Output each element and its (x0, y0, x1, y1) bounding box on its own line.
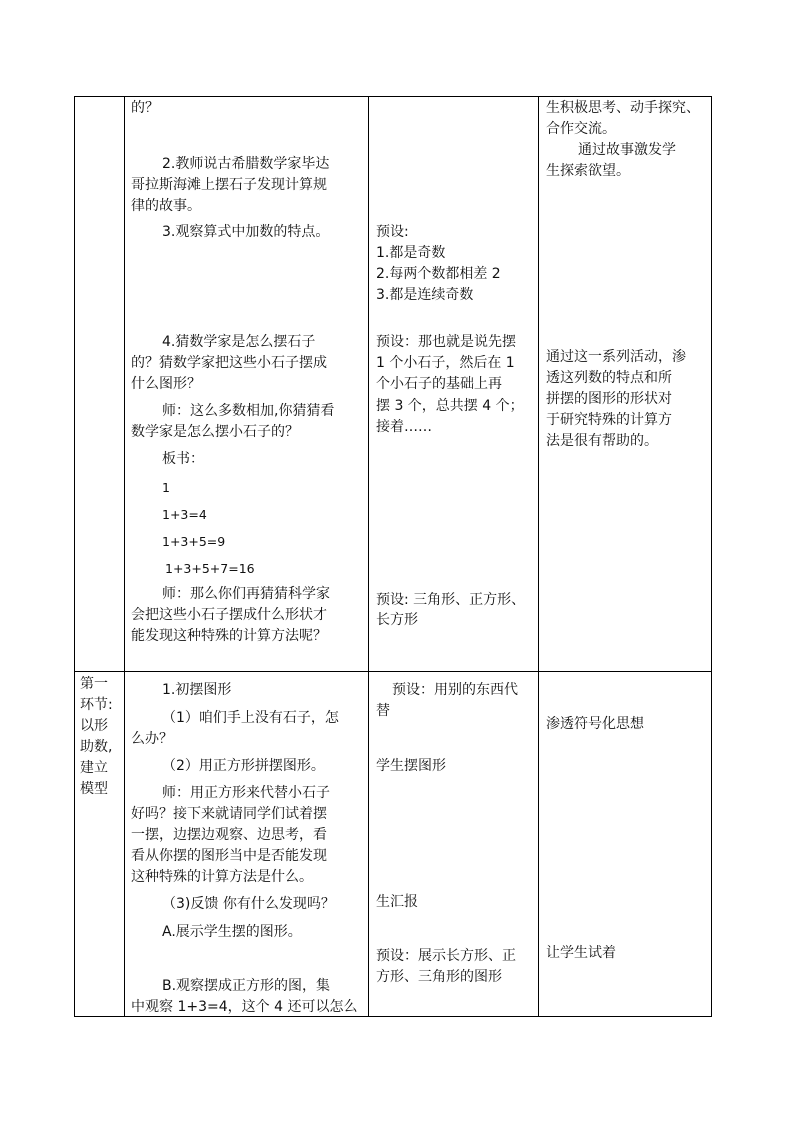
activity-text: 师：那么你们再猜猜科学家 (162, 586, 330, 602)
student-text: 预设: 三角形、正方形、 (376, 592, 526, 608)
student-text: 预设: (376, 224, 409, 240)
intent-text: 法是很有帮助的。 (546, 433, 658, 449)
intent-text: 透这列数的特点和所 (546, 370, 672, 386)
activity-text: 中观察 1+3=4，这个 4 还可以怎么 (131, 999, 358, 1015)
activity-text: 好吗？接下来就请同学们试着摆 (131, 806, 327, 822)
activity-text: 1.初摆图形 (162, 682, 232, 698)
activity-text: 一摆，边摆边观察、边思考，看 (131, 827, 327, 843)
intent-text: 于研究特殊的计算方 (546, 412, 672, 428)
activity-text: 看从你摆的图形当中是否能发现 (131, 848, 327, 864)
section-label-line: 建立 (80, 760, 108, 776)
section-label-line: 第一 (80, 676, 108, 692)
intent-text: 生探索欲望。 (546, 163, 630, 179)
section-label-line: 以形 (80, 718, 108, 734)
table-left-border (74, 96, 75, 1017)
student-text: 摆 3 个，总共摆 4 个； (376, 398, 524, 414)
intent-text: 生积极思考、动手探究、 (546, 100, 700, 116)
section-label-line: 模型 (80, 781, 108, 797)
student-text: 长方形 (376, 612, 418, 628)
activity-text: 的？ (131, 100, 159, 116)
student-text: 替 (376, 703, 390, 719)
intent-text: 合作交流。 (546, 121, 616, 137)
activity-text: 的？猜数学家把这些小石子摆成 (131, 355, 327, 371)
board-formula: 1+3+5=9 (162, 534, 226, 549)
activity-text: 律的故事。 (131, 198, 201, 214)
board-formula: 1+3=4 (162, 507, 207, 522)
section-label-line: 环节: (80, 697, 113, 713)
activity-text: A.展示学生摆的图形。 (162, 924, 302, 940)
intent-text: 通过这一系列活动，渗 (546, 349, 686, 365)
intent-text: 拼摆的图形的形状对 (546, 391, 672, 407)
table-col-divider-3 (538, 96, 539, 1017)
activity-text: 4.猜数学家是怎么摆石子 (162, 334, 316, 350)
activity-text: 师：这么多数相加,你猜猜看 (162, 403, 335, 419)
activity-text: （3)反馈 你有什么发现吗？ (162, 896, 335, 912)
activity-text: 会把这些小石子摆成什么形状才 (131, 607, 327, 623)
activity-text: 板书： (162, 451, 204, 467)
student-text: 1 个小石子，然后在 1 (376, 355, 515, 371)
activity-text: 么办？ (131, 731, 173, 747)
student-text: 生汇报 (376, 894, 418, 910)
student-text: 学生摆图形 (376, 758, 446, 774)
table-right-border (711, 96, 712, 1017)
student-text: 3.都是连续奇数 (376, 287, 474, 303)
activity-text: 师：用正方形来代替小石子 (162, 785, 330, 801)
activity-text: 能发现这种特殊的计算方法呢？ (131, 628, 327, 644)
table-col-divider-1 (124, 96, 125, 1017)
activity-text: 2.教师说古希腊数学家毕达 (162, 156, 330, 172)
student-text: 预设：用别的东西代 (392, 682, 518, 698)
student-text: 方形、三角形的图形 (376, 969, 502, 985)
table-row-divider (74, 671, 712, 672)
student-text: 2.每两个数都相差 2 (376, 266, 501, 282)
activity-text: 这种特殊的计算方法是什么。 (131, 869, 313, 885)
student-text: 1.都是奇数 (376, 245, 446, 261)
intent-text: 渗透符号化思想 (546, 716, 644, 732)
activity-text: 数学家是怎么摆小石子的？ (131, 424, 299, 440)
board-formula: 1 (162, 480, 170, 495)
activity-text: 什么图形？ (131, 376, 201, 392)
table-top-border (74, 96, 712, 97)
activity-text: （2）用正方形拼摆图形。 (162, 758, 325, 774)
section-label-line: 助数, (80, 739, 113, 755)
intent-text: 通过故事激发学 (578, 142, 676, 158)
activity-text: B.观察摆成正方形的图，集 (162, 978, 331, 994)
student-text: 预设：那也就是说先摆 (376, 334, 516, 350)
student-text: 接着…… (376, 419, 432, 435)
activity-text: 3.观察算式中加数的特点。 (162, 224, 330, 240)
student-text: 预设：展示长方形、正 (376, 948, 516, 964)
student-text: 个小石子的基础上再 (376, 376, 502, 392)
activity-text: （1）咱们手上没有石子，怎 (162, 710, 339, 726)
activity-text: 哥拉斯海滩上摆石子发现计算规 (131, 177, 327, 193)
board-formula: 1+3+5+7=16 (165, 561, 255, 576)
intent-text: 让学生试着 (546, 945, 616, 961)
table-col-divider-2 (368, 96, 369, 1017)
